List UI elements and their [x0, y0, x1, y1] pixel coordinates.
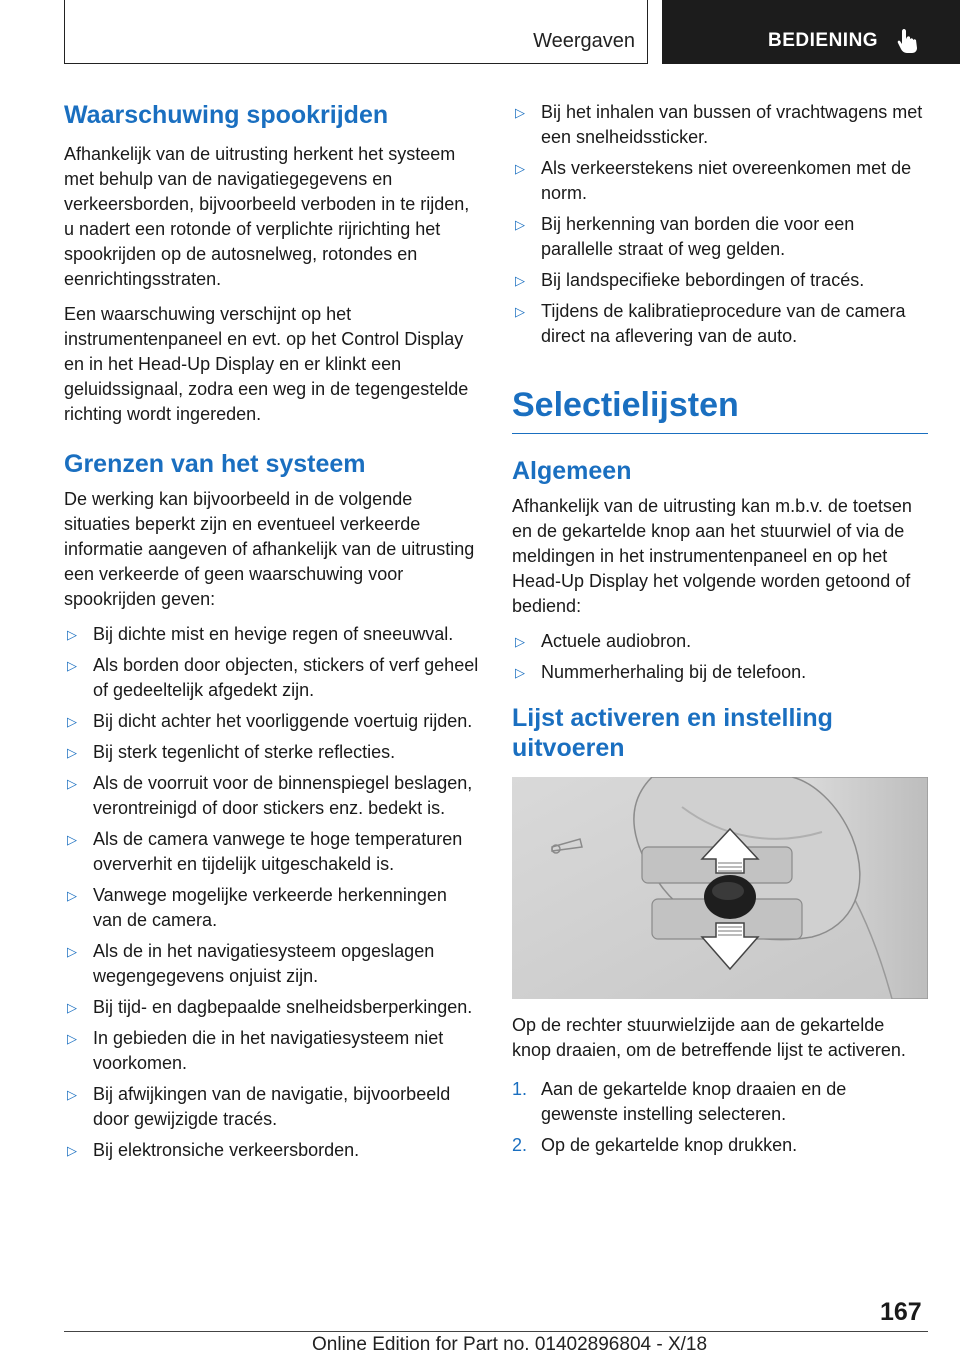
- triangle-right-outline-icon: ▷: [67, 1087, 77, 1102]
- page-number: 167: [880, 1298, 922, 1326]
- header-section-tab: [64, 0, 648, 64]
- header-section-label: Weergaven: [533, 30, 635, 52]
- footer-divider: [64, 1331, 928, 1332]
- list-item: ▷ Als verkeerstekens niet overeenkomen met de norm.: [515, 158, 912, 203]
- triangle-right-outline-icon: ▷: [515, 634, 525, 649]
- footer-edition: Online Edition for Part no. 01402896804 - X/18: [312, 1334, 708, 1355]
- list-item: ▷ Actuele audiobron.: [512, 629, 928, 654]
- triangle-right-outline-icon: ▷: [515, 105, 525, 120]
- triangle-right-outline-icon: ▷: [67, 658, 77, 673]
- list-item: ▷ Bij het inhalen van bussen of vrachtwagens met een snelheidssticker.: [515, 102, 923, 147]
- list-item: ▷ Nummerherhaling bij de telefoon.: [512, 660, 928, 685]
- paragraph: Een waarschuwing verschijnt op het instrumentenpaneel en evt. op het Control Display en in het Head-Up Display en er klinkt een geluidssignaal, zodra een weg in de tegengestelde richting wordt ingereden.: [64, 304, 469, 424]
- triangle-right-outline-icon: ▷: [67, 627, 77, 642]
- list-item: ▷ In gebieden die in het navigatiesysteem niet voorkomen.: [67, 1028, 444, 1073]
- triangle-right-outline-icon: ▷: [515, 665, 525, 680]
- list-item: ▷ Als de camera vanwege te hoge temperaturen oververhit en tijdelijk uitgeschakeld is.: [67, 829, 463, 874]
- list-item: ▷ Bij dichte mist en hevige regen of sneeuwval.: [64, 622, 480, 647]
- list-item: ▷ Bij elektronsiche verkeersborden.: [64, 1138, 480, 1163]
- general-list: [512, 629, 928, 685]
- triangle-right-outline-icon: ▷: [67, 832, 77, 847]
- section-title-limits: Grenzen van het systeem: [64, 450, 366, 478]
- list-item: ▷ Bij afwijkingen van de navigatie, bijvoorbeeld door gewijzigde tracés.: [67, 1084, 451, 1129]
- section-title-general: Algemeen: [512, 457, 632, 485]
- list-item: 2. Op de gekartelde knop drukken.: [512, 1135, 798, 1155]
- list-item: ▷ Bij landspecifieke bebordingen of tracés.: [512, 268, 928, 293]
- triangle-right-outline-icon: ▷: [67, 745, 77, 760]
- triangle-right-outline-icon: ▷: [67, 1000, 77, 1015]
- triangle-right-outline-icon: ▷: [67, 944, 77, 959]
- triangle-right-outline-icon: ▷: [67, 776, 77, 791]
- triangle-right-outline-icon: ▷: [515, 217, 525, 232]
- triangle-right-outline-icon: ▷: [67, 1143, 77, 1158]
- chapter-title: Selectielijsten: [512, 383, 928, 434]
- steps-list: [512, 1077, 928, 1158]
- triangle-right-outline-icon: ▷: [515, 304, 525, 319]
- triangle-right-outline-icon: ▷: [515, 273, 525, 288]
- paragraph: Afhankelijk van de uitrusting herkent het systeem met behulp van de navigatiegegevens en verkeersborden, bijvoorbeeld verboden in te rijden, u nadert een rotonde of verplichte rijrichting het spookrijden op de autosnelweg, rotondes en eenrichtingsstraten.: [64, 144, 470, 289]
- limits-list-continued: [512, 100, 928, 349]
- list-item: ▷ Bij sterk tegenlicht of sterke reflecties.: [64, 740, 480, 765]
- limits-list: [64, 622, 480, 1163]
- triangle-right-outline-icon: ▷: [67, 888, 77, 903]
- list-item: ▷ Als de in het navigatiesysteem opgeslagen wegengegevens onjuist zijn.: [67, 941, 435, 986]
- triangle-right-outline-icon: ▷: [67, 1031, 77, 1046]
- list-item: ▷ Vanwege mogelijke verkeerde herkenningen van de camera.: [67, 885, 447, 930]
- list-item: ▷ Als borden door objecten, stickers of verf geheel of gedeeltelijk afgedekt zijn.: [67, 655, 479, 700]
- hand-pointer-icon: [896, 28, 920, 54]
- list-item: 1. Aan de gekartelde knop draaien en de gewenste instelling selecteren.: [512, 1079, 847, 1124]
- list-item: ▷ Als de voorruit voor de binnenspiegel beslagen, verontreinigd of door stickers enz. bedekt is.: [67, 773, 473, 818]
- steering-wheel-knob-illustration: [512, 777, 928, 999]
- section-title-wrong-way: Waarschuwing spookrijden: [64, 101, 389, 129]
- list-item: ▷ Bij tijd- en dagbepaalde snelheidsberperkingen.: [64, 995, 480, 1020]
- paragraph: Afhankelijk van de uitrusting kan m.b.v. de toetsen en de gekartelde knop aan het stuurwiel of via de meldingen in het instrumentenpaneel en op het Head-Up Display het volgende worden getoond of bediend:: [512, 496, 912, 616]
- paragraph: De werking kan bijvoorbeeld in de volgende situaties beperkt zijn en eventueel verkeerde informatie aangeven of afhankelijk van de uitrusting een verkeerde of geen waarschuwing voor spookrijden geven:: [64, 489, 475, 609]
- right-column: [512, 100, 928, 1164]
- header-chapter-label: BEDIENING: [768, 30, 879, 51]
- left-column: [64, 100, 480, 1169]
- triangle-right-outline-icon: ▷: [67, 714, 77, 729]
- paragraph: Op de rechter stuurwielzijde aan de gekartelde knop draaien, om de betreffende lijst te activeren.: [512, 1015, 906, 1060]
- list-item: ▷ Bij herkenning van borden die voor een parallelle straat of weg gelden.: [515, 214, 855, 259]
- list-item: ▷ Bij dicht achter het voorliggende voertuig rijden.: [64, 709, 480, 734]
- triangle-right-outline-icon: ▷: [515, 161, 525, 176]
- list-item: ▷ Tijdens de kalibratieprocedure van de camera direct na aflevering van de auto.: [515, 301, 906, 346]
- section-title-activate: Lijst activeren en instelling uitvoeren: [512, 704, 833, 762]
